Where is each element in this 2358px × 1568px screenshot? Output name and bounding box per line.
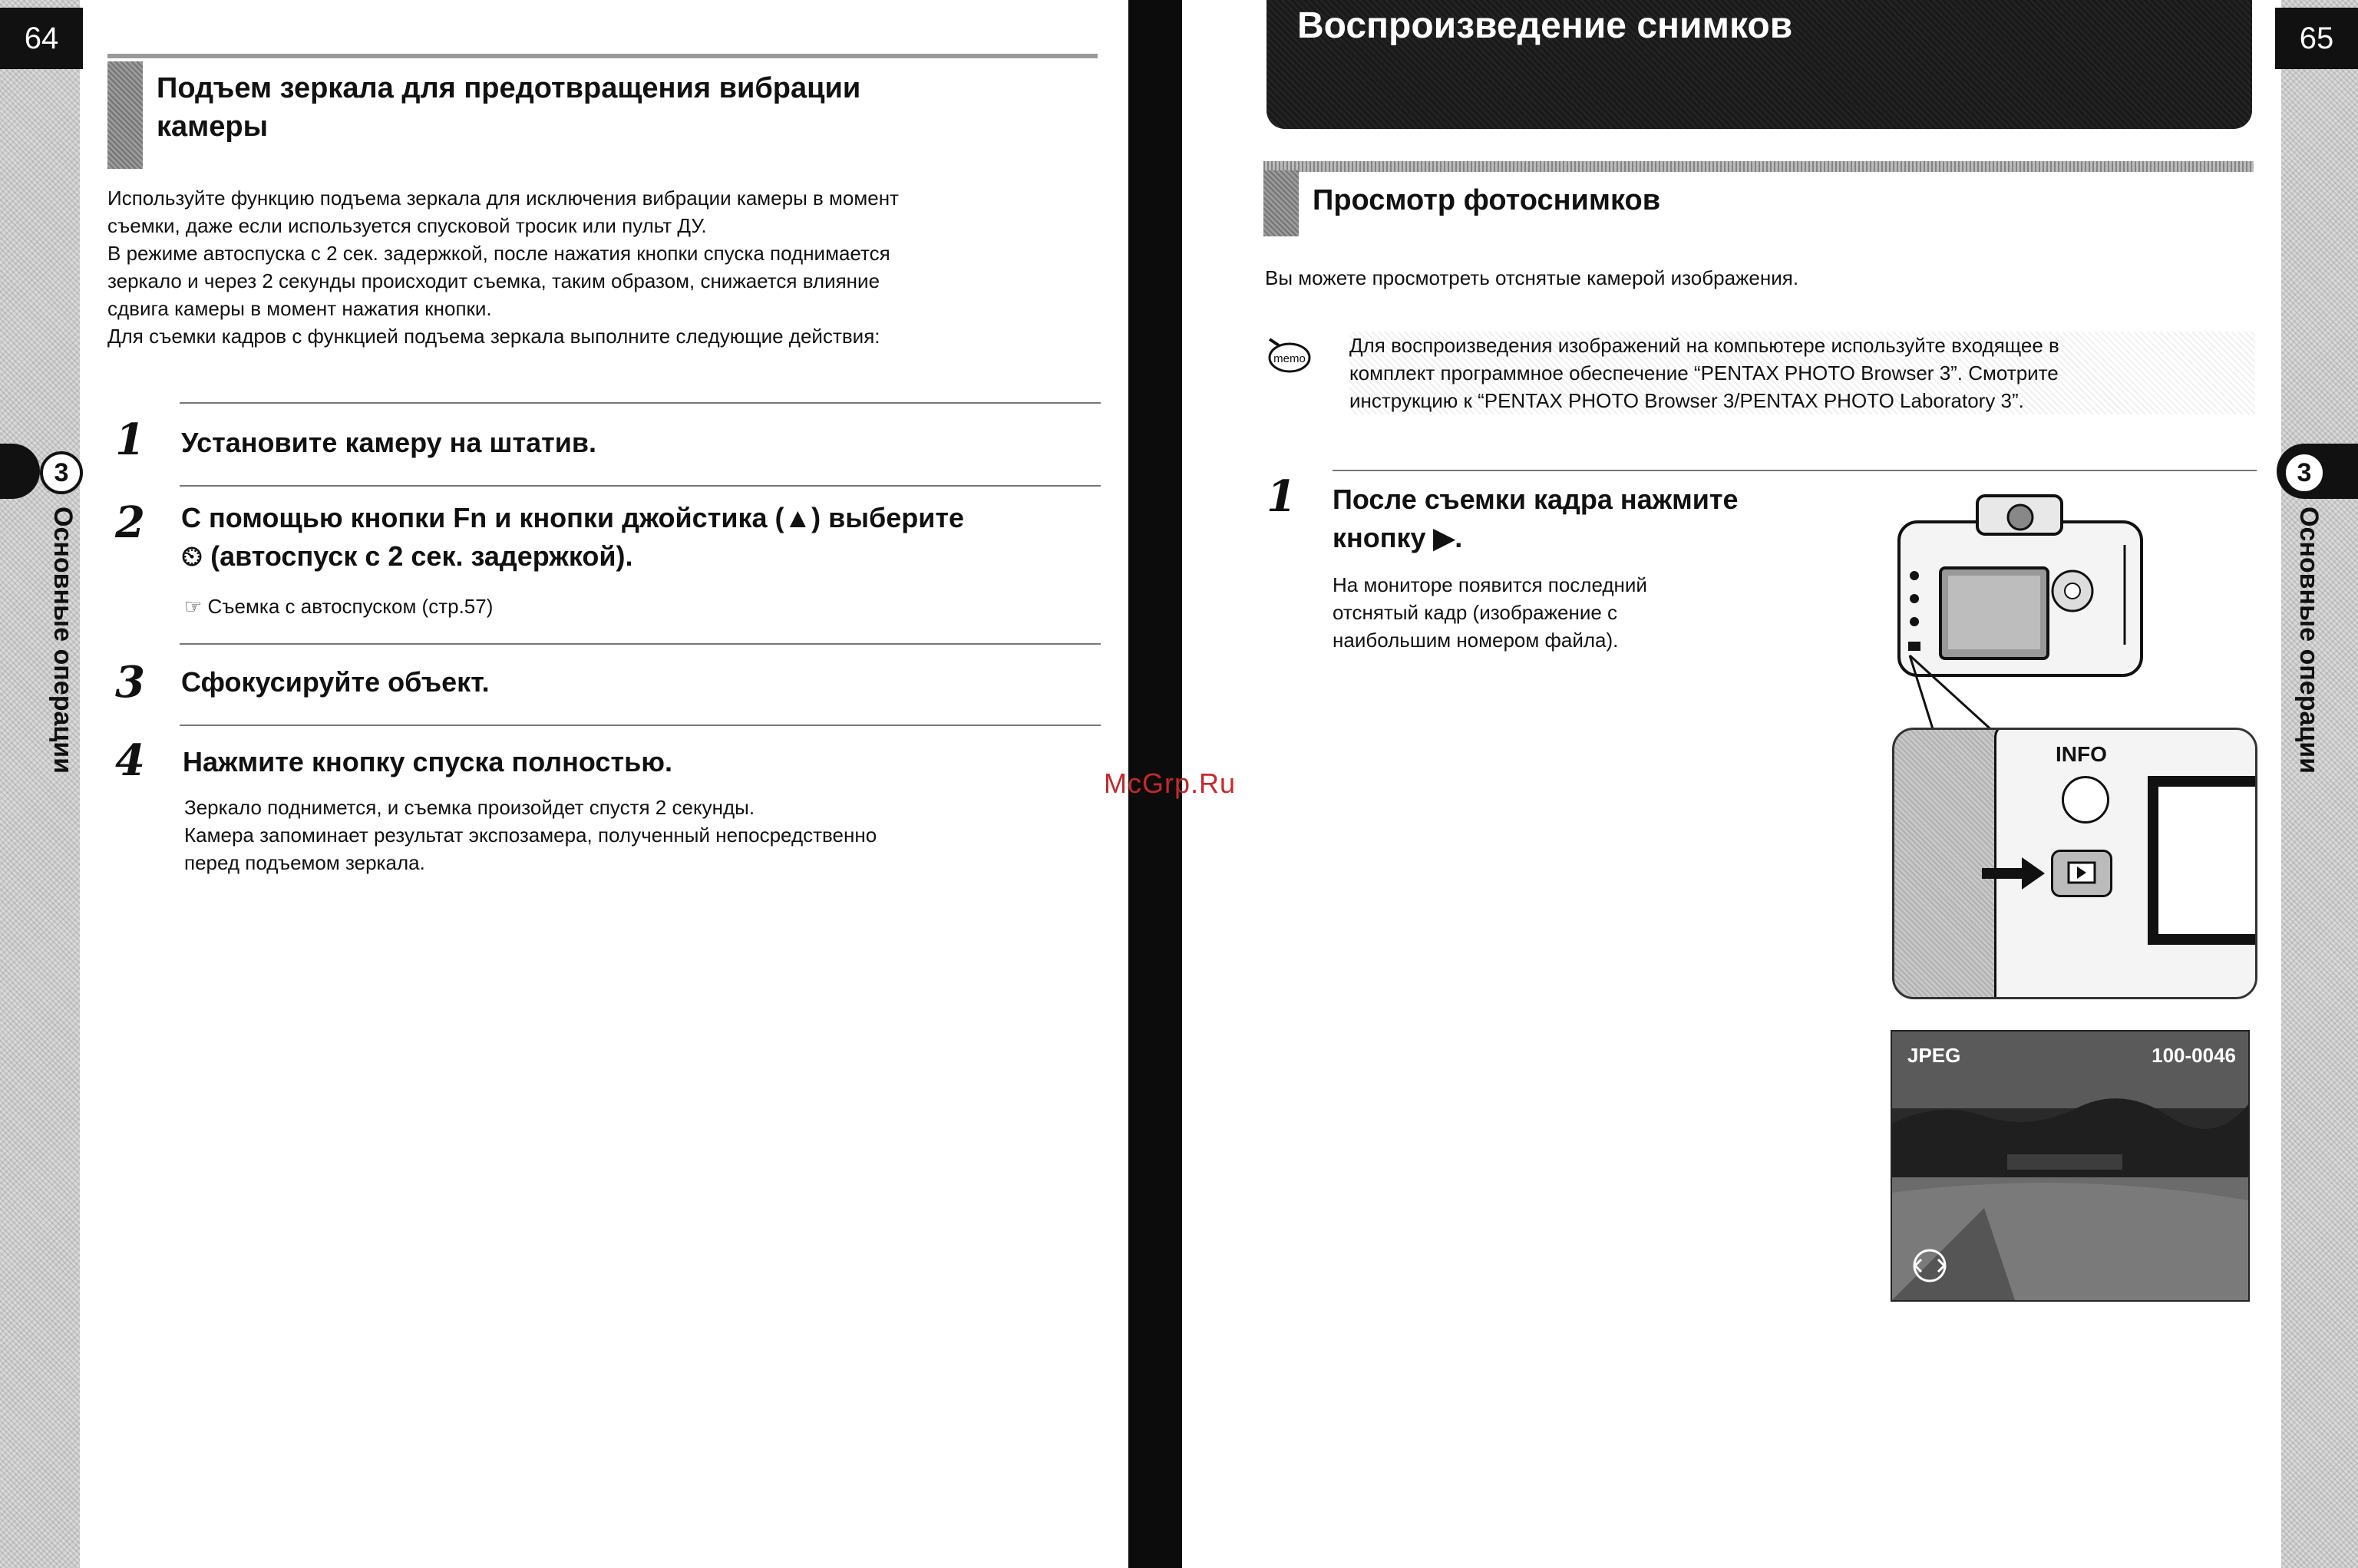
memo-icon — [1265, 335, 1311, 378]
page-number-right: 65 — [2275, 8, 2358, 69]
page-number-left: 64 — [0, 8, 83, 69]
playback-screen-photo — [1891, 1030, 2250, 1302]
playback-button — [2051, 850, 2112, 897]
button-zoom-detail — [1892, 728, 2257, 999]
step-rule-4 — [180, 725, 1101, 726]
step-title-right: После съемки кадра нажмите кнопку ▶. — [1333, 484, 1739, 553]
section-top-rule-left — [107, 54, 1098, 58]
photo-file-number: 100-0046 — [2152, 1044, 2236, 1067]
chapter-number-right: 3 — [2283, 451, 2326, 494]
step-number-4: 4 — [115, 735, 145, 786]
chapter-name-right: Основные операции — [2294, 507, 2323, 774]
info-button-label: INFO — [2056, 742, 2107, 766]
step-title-2: С помощью кнопки Fn и кнопки джойстика (▲) выберите ⏲ (автоспуск с 2 сек. задержкой). — [181, 502, 965, 572]
section-heading-block-left — [107, 61, 143, 169]
step-number-3: 3 — [115, 657, 145, 708]
section-title-left: Подъем зеркала для предотвращения вибрации камеры — [157, 72, 861, 143]
chapter-number-left: 3 — [40, 451, 83, 494]
step-rule-3 — [180, 643, 1101, 645]
photo-format-label: JPEG — [1907, 1044, 1961, 1067]
step-body-right: На мониторе появится последний отснятый кадр (изображение с наибольшим номером файла). — [1333, 573, 1647, 652]
scroll-arrows-icon — [1903, 1246, 1957, 1285]
lcd-monitor-screen — [2158, 787, 2257, 934]
memo-note: Для воспроизведения изображений на компьютере используйте входящее в комплект программное обеспечение “PENTAX PHOTO Browser 3”. Смотрите инструкцию к “PENTAX PHOTO Browser 3/PENTAX PHOTO Laboratory 3”. — [1349, 332, 2255, 414]
step-rule-right — [1333, 470, 2257, 471]
pointer-arrow-icon — [1979, 854, 2048, 893]
left-edge-strip — [0, 0, 80, 1568]
step-number-right: 1 — [1267, 471, 1296, 522]
step-number-1: 1 — [115, 414, 145, 465]
intro-paragraph-right: Вы можете просмотреть отснятые камерой изображения. — [1265, 266, 1799, 289]
info-button — [2062, 776, 2109, 824]
section-heading-block-right — [1263, 170, 1299, 236]
section-top-rule-right — [1263, 161, 2254, 172]
step-4-body: Зеркало поднимется, и съемка произойдет спустя 2 секунды. Камера запоминает результат экспозамера, полученный непосредственно перед подъемом зеркала. — [184, 796, 877, 874]
callout-line — [1904, 652, 2003, 737]
step-rule-1 — [180, 402, 1101, 404]
chapter-name-left: Основные операции — [48, 507, 78, 774]
chapter-banner-title: Воспроизведение снимков — [1297, 5, 1793, 46]
section-title-right: Просмотр фотоснимков — [1313, 184, 1661, 216]
svg-text:memo: memo — [1273, 352, 1306, 365]
step-title-1: Установите камеру на штатив. — [181, 427, 597, 458]
intro-paragraph-left: Используйте функцию подъема зеркала для исключения вибрации камеры в момент съемки, даже если используется спусковой тросик или пульт ДУ. В режиме автоспуска с 2 сек. задержкой, после нажатия кнопки спуска поднимается зеркало и через 2 секунды происходит съемка, таким образом, снижается влияние сдвига камеры в момент нажатия кнопки. Для съемки кадров с функцией подъема зеркала выполните следующие действия: — [107, 187, 899, 348]
step-rule-2 — [180, 485, 1101, 487]
step-title-3: Сфокусируйте объект. — [181, 666, 490, 698]
playback-icon — [2053, 852, 2110, 895]
step-2-reference: ☞ Съемка с автоспуском (стр.57) — [184, 595, 494, 618]
step-number-2: 2 — [115, 497, 145, 548]
right-edge-strip — [2281, 0, 2358, 1568]
step-title-4: Нажмите кнопку спуска полностью. — [183, 746, 672, 777]
watermark: McGrp.Ru — [1104, 767, 1237, 799]
